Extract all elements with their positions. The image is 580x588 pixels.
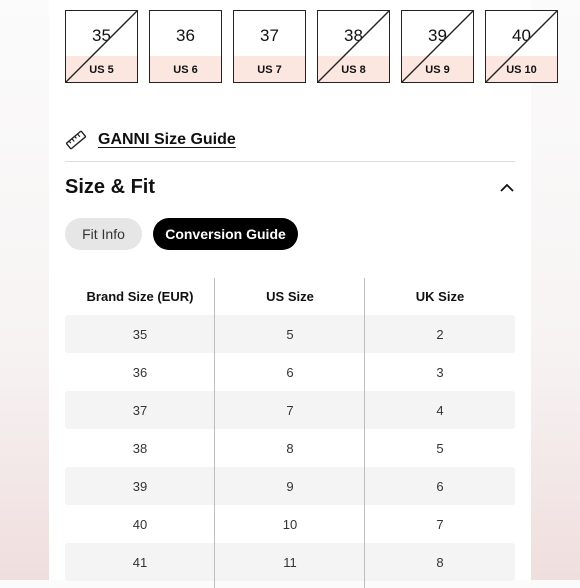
table-row [65, 505, 515, 543]
column-header: Brand Size (EUR) [86, 289, 194, 304]
table-row [65, 429, 515, 467]
unavailable-strike [66, 11, 137, 82]
table-cell: 11 [283, 554, 297, 570]
table-cell: 8 [436, 554, 444, 570]
unavailable-strike [318, 11, 389, 82]
size-guide-row [65, 128, 236, 152]
size-tile-35[interactable] [65, 10, 138, 83]
table-cell: 35 [132, 326, 148, 342]
size-tile-39[interactable] [401, 10, 474, 83]
table-cell: 41 [132, 554, 148, 570]
size-tile-40[interactable] [485, 10, 558, 83]
size-tile-38[interactable] [317, 10, 390, 83]
ruler-icon [65, 129, 87, 151]
size-tile-36[interactable] [149, 10, 222, 83]
table-cell: 36 [132, 364, 148, 380]
tile-us-size: US 10 [506, 64, 537, 76]
table-cell: 6 [286, 364, 294, 380]
conversion-table [65, 278, 515, 581]
table-cell: 5 [436, 440, 444, 456]
tab-fit-info[interactable]: Fit Info [65, 218, 142, 250]
tile-us-size: US 7 [257, 64, 282, 76]
table-cell: 7 [286, 402, 294, 418]
column-divider [214, 278, 215, 588]
size-selector [65, 10, 535, 84]
tile-eu-size: 39 [428, 26, 447, 45]
tile-us-size: US 5 [89, 64, 114, 76]
section-title: Size & Fit [65, 176, 156, 198]
table-row [65, 543, 515, 581]
tile-us-size: US 6 [173, 64, 198, 76]
tile-eu-size: 36 [176, 26, 195, 45]
product-size-panel [49, 0, 537, 580]
tile-eu-size: 38 [344, 26, 363, 45]
tile-eu-size: 40 [512, 26, 531, 45]
tile-us-size: US 9 [425, 64, 450, 76]
column-header: UK Size [415, 289, 465, 304]
table-cell: 5 [286, 326, 294, 342]
table-cell: 40 [132, 516, 148, 532]
table-cell: 2 [436, 326, 444, 342]
table-cell: 7 [436, 516, 444, 532]
unavailable-strike [402, 11, 473, 82]
table-row [65, 353, 515, 391]
table-cell: 8 [286, 440, 294, 456]
table-row [65, 315, 515, 353]
unavailable-strike [486, 11, 557, 82]
column-header: US Size [266, 289, 314, 304]
table-cell: 9 [286, 478, 294, 494]
table-cell: 6 [436, 478, 444, 494]
column-divider [364, 278, 365, 588]
table-cell: 10 [282, 516, 298, 532]
divider [65, 161, 515, 162]
table-cell: 37 [132, 402, 148, 418]
tab-conversion-guide[interactable]: Conversion Guide [153, 218, 298, 250]
tile-us-size: US 8 [341, 64, 366, 76]
table-row [65, 467, 515, 505]
size-guide-link[interactable]: GANNI Size Guide [98, 131, 236, 148]
table-row [65, 391, 515, 429]
size-tile-37[interactable] [233, 10, 306, 83]
table-cell: 38 [132, 440, 148, 456]
tile-eu-size: 37 [260, 26, 279, 45]
table-header [65, 278, 515, 315]
table-cell: 39 [132, 478, 148, 494]
table-cell: 3 [436, 364, 444, 380]
tile-eu-size: 35 [92, 26, 111, 45]
chevron-up-icon[interactable] [497, 178, 517, 198]
table-cell: 4 [436, 402, 444, 418]
